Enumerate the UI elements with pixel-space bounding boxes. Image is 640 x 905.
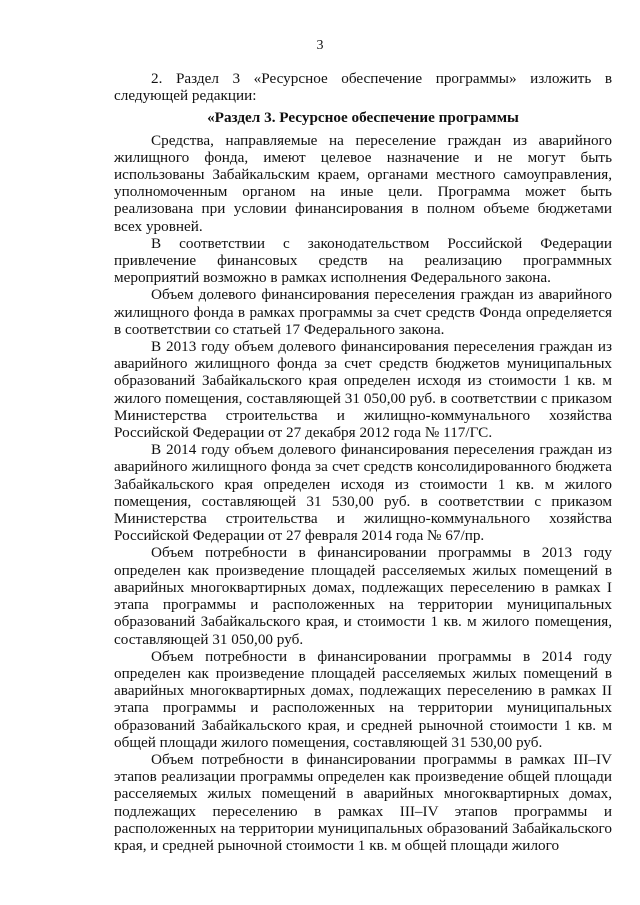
intro-paragraph: 2. Раздел 3 «Ресурсное обеспечение программы» изложить в следующей редакции: [114,70,612,105]
page-number: 3 [316,38,324,53]
body-paragraph: Объем потребности в финансировании программы в 2013 году определен как произведение площадей расселяемых жилых помещений в аварийных многоквартирных домах, подлежащих переселению в рамках I этапа программы и расположенных на территории муниципальных образований Забайкальского края, и стоимости 1 кв. м жилого помещения, составляющей 31 050,00 руб. [114,544,612,648]
body-paragraph: В 2014 году объем долевого финансирования переселения граждан из аварийного жилищного фонда за счет средств консолидированного бюджета Забайкальского края определен исходя из стоимости 1 кв. м жилого помещения, составляющей 31 530,00 руб. в соответствии с приказом Министерства строительства и жилищно-коммунального хозяйства Российской Федерации от 27 февраля 2014 года № 67/пр. [114,441,612,545]
body-paragraph: В соответствии с законодательством Российской Федерации привлечение финансовых средств на реализацию программных мероприятий возможно в рамках исполнения Федерального закона. [114,234,612,287]
body-paragraph: В 2013 году объем долевого финансирования переселения граждан из аварийного жилищного фонда за счет средств бюджетов муниципальных образований Забайкальского края определен исходя из стоимости 1 кв. м жилого помещения, составляющей 31 050,00 руб. в соответствии с приказом Министерства строительства и жилищно-коммунального хозяйства Российской Федерации от 27 декабря 2012 года № 117/ГС. [114,338,612,442]
document-body [114,70,612,854]
body-paragraph: Объем потребности в финансировании программы в рамках III–IV этапов реализации программы определен как произведение общей площади расселяемых жилых помещений в аварийных многоквартирных домах, подлежащих переселению в рамках III–IV этапов программы и расположенных на территории муниципальных образований Забайкальского края, и средней рыночной стоимости 1 кв. м общей площади жилого [114,750,612,854]
body-paragraph: Объем потребности в финансировании программы в 2014 году определен как произведение площадей расселяемых жилых помещений в аварийных многоквартирных домах, подлежащих переселению в рамках II этапа программы и расположенных на территории муниципальных образований Забайкальского края, и средней рыночной стоимости 1 кв. м общей площади жилого помещения, составляющей 31 530,00 руб. [114,647,612,751]
body-paragraph: Средства, направляемые на переселение граждан из аварийного жилищного фонда, имеют целевое назначение и не могут быть использованы Забайкальским краем, органами местного самоуправления, уполномоченным органом на иные цели. Программа может быть реализована при условии финансирования в полном объеме бюджетами всех уровней. [114,131,612,235]
body-paragraph: Объем долевого финансирования переселения граждан из аварийного жилищного фонда в рамках программы за счет средств Фонда определяется в соответствии со статьей 17 Федерального закона. [114,286,612,338]
section-heading: «Раздел 3. Ресурсное обеспечение программы [207,109,519,127]
